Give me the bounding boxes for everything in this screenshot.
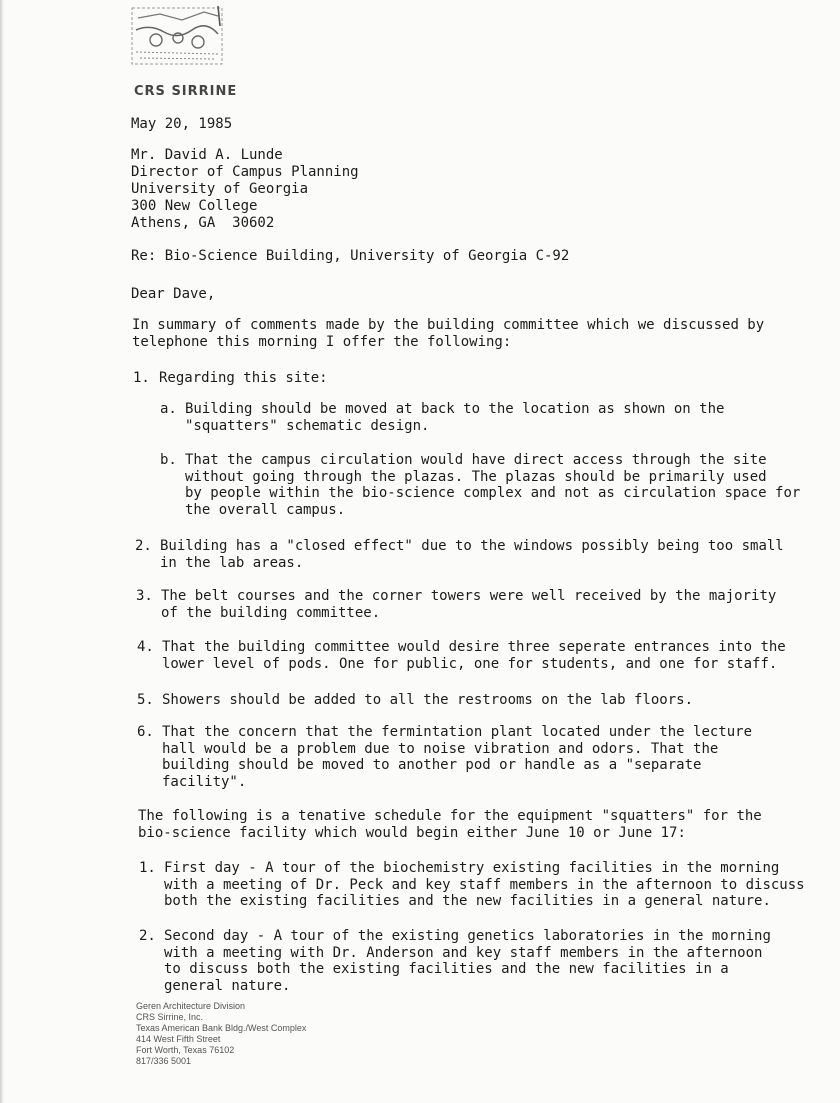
list-text [162, 692, 693, 709]
sub-item-text [185, 401, 724, 434]
text-line: The following is a tenative schedule for the equipment "squatters" for the [138, 808, 762, 824]
text-line: to discuss both the existing facilities and the new facilities in a [164, 961, 729, 977]
recipient-line: Director of Campus Planning [131, 164, 359, 180]
text-line: the overall campus. [185, 501, 346, 518]
text-line: Building has a "closed effect" due to the windows possibly being too small [160, 538, 784, 554]
text-line: building should be moved to another pod or handle as a "separate [162, 757, 702, 773]
sub-item-letter: b. [160, 452, 177, 468]
salutation: Dear Dave, [131, 286, 216, 302]
schedule-intro [138, 808, 828, 841]
recipient-line: Athens, GA 30602 [131, 215, 275, 231]
recipient-line: 300 New College [131, 198, 258, 214]
text-line: of the building committee. [161, 604, 381, 621]
text-line: with a meeting with Dr. Anderson and key staff members in the afternoon [164, 944, 763, 961]
letter-date: May 20, 1985 [131, 116, 233, 132]
text-line: That the concern that the fermintation plant located under the lecture [162, 724, 753, 740]
text-line: That the campus circulation would have direct access through the site [185, 452, 767, 468]
intro-line: telephone this morning I offer the following: [132, 334, 512, 350]
list-number: 1. [133, 370, 150, 386]
text-line: by people within the bio-science complex and not as circulation space for [185, 485, 801, 501]
text-line: both the existing facilities and the new facilities in a general nature. [164, 893, 771, 909]
list-number: 2. [139, 928, 156, 944]
list-number: 2. [135, 538, 152, 554]
list-text [161, 588, 776, 621]
text-line: The belt courses and the corner towers were well received by the majority [161, 588, 777, 604]
list-number: 4. [137, 639, 154, 655]
list-number: 1. [139, 860, 156, 876]
text-line: Building should be moved at back to the location as shown on the [185, 401, 725, 417]
list-number: 6. [137, 724, 154, 740]
text-line: facility". [162, 773, 247, 790]
text-line: Second day - A tour of the existing genetics laboratories in the morning [164, 928, 771, 944]
list-text [164, 860, 805, 910]
letterhead-brand: CRS SIRRINE [134, 84, 238, 99]
scan-edge-shadow [0, 0, 4, 1103]
list-text [162, 724, 752, 790]
footer-address [136, 1001, 306, 1067]
text-line: hall would be a problem due to noise vibration and odors. That the [162, 740, 719, 757]
text-line: in the lab areas. [160, 554, 304, 571]
text-line: That the building committee would desire three seperate entrances into the [162, 639, 786, 655]
list-text: Regarding this site: [159, 370, 328, 386]
recipient-line: Mr. David A. Lunde [131, 147, 283, 163]
list-text [162, 639, 786, 672]
recipient-line: University of Georgia [131, 181, 309, 197]
footer-line: 817/336 5001 [136, 1056, 192, 1066]
subject-line: Re: Bio-Science Building, University of Georgia C-92 [131, 248, 570, 264]
footer-line: Fort Worth, Texas 76102 [136, 1045, 235, 1055]
text-line: general nature. [164, 977, 291, 994]
list-text [160, 538, 784, 571]
intro-paragraph [132, 317, 792, 351]
sub-item-letter: a. [160, 401, 177, 417]
text-line: lower level of pods. One for public, one for students, and one for staff. [162, 655, 778, 672]
recipient-address [131, 147, 359, 232]
list-text [164, 928, 771, 994]
text-line: bio-science facility which would begin either June 10 or June 17: [138, 824, 686, 841]
footer-line: Texas American Bank Bldg./West Complex [136, 1023, 307, 1033]
text-line: Showers should be added to all the restrooms on the lab floors. [162, 692, 694, 708]
text-line: with a meeting of Dr. Peck and key staff members in the afternoon to discuss [164, 876, 805, 893]
text-line: First day - A tour of the biochemistry existing facilities in the morning [164, 860, 780, 876]
text-line: "squatters" schematic design. [185, 417, 430, 434]
text-line: without going through the plazas. The plazas should be primarily used [185, 468, 767, 485]
intro-line: In summary of comments made by the building committee which we discussed by [132, 317, 765, 333]
list-number: 3. [136, 588, 153, 604]
sub-item-text [185, 452, 800, 518]
list-number: 5. [137, 692, 154, 708]
footer-line: 414 West Fifth Street [136, 1034, 221, 1044]
footer-line: CRS Sirrine, Inc. [136, 1012, 204, 1022]
stamp-logo-icon [130, 4, 224, 68]
footer-line: Geren Architecture Division [136, 1001, 246, 1011]
